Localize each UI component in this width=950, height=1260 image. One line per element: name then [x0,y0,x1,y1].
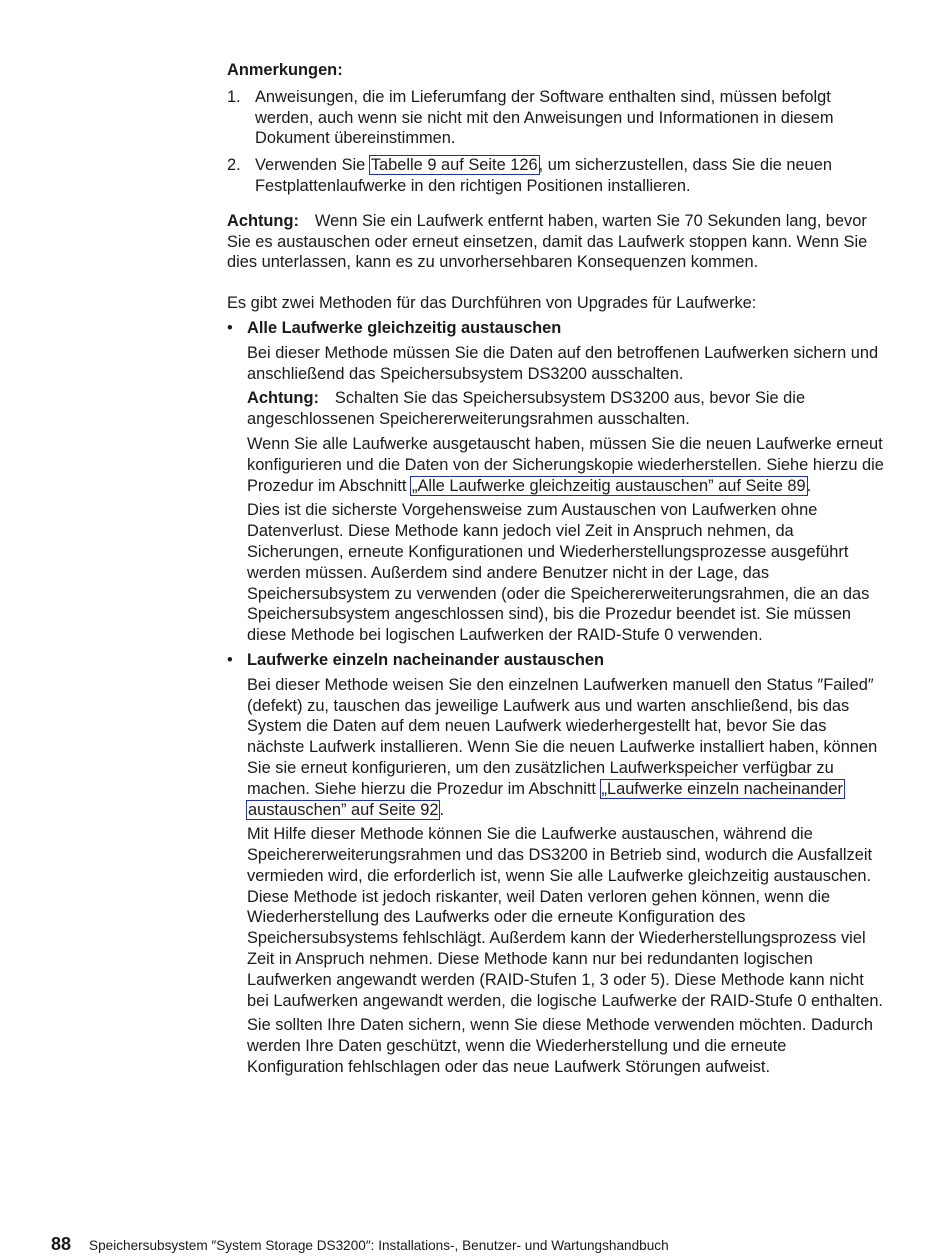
method-1-paragraph-1: Bei dieser Methode müssen Sie die Daten auf den betroffenen Laufwerken sichern und anschließend das Speichersubsystem DS3200 ausschalten. [247,343,879,383]
page-content [227,60,887,1082]
section-link-page-92[interactable]: „Laufwerke einzeln nacheinander austauschen” auf Seite 92 [248,779,843,819]
note-text-after-link: , um sicherzustellen, dass Sie die neuen Festplattenlaufwerke in den richtigen Positionen installieren. [255,156,832,195]
attention-text: Wenn Sie ein Laufwerk entfernt haben, warten Sie 70 Sekunden lang, bevor Sie es austauschen oder erneut einsetzen, damit das Laufwerk stoppen kann. Wenn Sie dies unterlassen, kann es zu unvorhersehbaren Konsequenzen kommen. [227,211,868,272]
table-9-link[interactable]: Tabelle 9 auf Seite 126 [370,156,538,175]
note-item-2 [227,155,887,197]
intro-paragraph: Es gibt zwei Methoden für das Durchführen von Upgrades für Laufwerke: [227,294,757,313]
note-text: Anweisungen, die im Lieferumfang der Software enthalten sind, müssen befolgt werden, auch wenn sie nicht mit den Anweisungen und Informationen in diesem Dokument übereinstimmen. [255,87,834,148]
method-2-title: Laufwerke einzeln nacheinander austauschen [247,650,605,669]
bullet: • [227,318,233,337]
attention-label: Achtung: [247,389,319,408]
notes-heading: Anmerkungen: [227,61,343,79]
method-2-paragraph-1 [247,675,887,821]
page-number: 88 [51,1234,72,1254]
paragraph-text-before-link: Wenn Sie alle Laufwerke ausgetauscht haben, müssen Sie die neuen Laufwerke erneut konfigurieren und die Daten von der Sicherungskopie wiederherstellen. Siehe hierzu die Prozedur im Abschnitt [247,434,884,495]
attention-text: Schalten Sie das Speichersubsystem DS3200 aus, bevor Sie die angeschlossenen Speichererweiterungsrahmen ausschalten. [247,389,806,429]
bullet: • [227,650,233,669]
note-item-1 [227,87,887,149]
method-2-paragraph-2: Mit Hilfe dieser Methode können Sie die Laufwerke austauschen, während die Speichererweiterungsrahmen und das DS3200 in Betrieb sind, wodurch die Ausfallzeit vermieden wird, die erforderlich ist, wenn Sie alle Laufwerke gleichzeitig austauschen. Diese Methode ist jedoch riskanter, weil Daten verloren gehen können, wenn die Wiederherstellung des Laufwerks oder die erneute Konfiguration des Speichersubsystems fehlschlägt. Außerdem kann der Wiederherstellungsprozess viel Zeit in Anspruch nehmen. Diese Methode kann nur bei redundanten logischen Laufwerken angewandt werden (RAID-Stufen 1, 3 oder 5). Diese Methode kann nicht bei Laufwerken angewandt werden, die logische Laufwerke der RAID-Stufe 0 enthalten. [247,825,883,1010]
method-1-paragraph-4: Dies ist die sicherste Vorgehensweise zum Austauschen von Laufwerken ohne Datenverlust. Diese Methode kann jedoch viel Zeit in Anspruch nehmen, da Sicherungen, erneute Konfigurationen und Wiederherstellungsprozesse ausgeführt werden müssen. Außerdem sind andere Benutzer nicht in der Lage, das Speichersubsystem zu verwenden (oder die Speichererweiterungsrahmen, die an das Speichersubsystem angeschlossen sind), bis die Prozedur beendet ist. Sie müssen diese Methode bei logischen Laufwerken der RAID-Stufe 0 verwenden. [247,501,870,645]
method-1-attention [247,388,887,430]
methods-list [227,318,887,1078]
page-footer [51,1234,931,1257]
method-2-paragraph-3: Sie sollten Ihre Daten sichern, wenn Sie diese Methode verwenden möchten. Dadurch werden Ihre Daten geschützt, wenn die Wiederherstellung und die erneute Konfiguration fehlschlagen oder das neue Laufwerk Störungen aufweist. [247,1016,873,1077]
notes-list [227,87,887,197]
footer-title: Speichersubsystem ″System Storage DS3200″: Installations-, Benutzer- und Wartungshandbuch [89,1238,669,1253]
paragraph-text-after-link: . [806,476,812,495]
method-1-title: Alle Laufwerke gleichzeitig austauschen [247,318,562,337]
attention-label: Achtung: [227,211,299,230]
paragraph-text-after-link: . [439,800,445,819]
note-number: 1. [227,87,241,106]
attention-paragraph [227,211,887,273]
note-number: 2. [227,156,241,175]
method-item-2 [227,650,887,1078]
note-text-before-link: Verwenden Sie [255,156,370,175]
section-link-page-89[interactable]: „Alle Laufwerke gleichzeitig austauschen” auf Seite 89 [411,476,806,495]
method-1-paragraph-3 [247,434,887,496]
method-item-1 [227,318,887,646]
paragraph-text-before-link: Bei dieser Methode weisen Sie den einzelnen Laufwerken manuell den Status ″Failed″ (defekt) zu, tauschen das jeweilige Laufwerk aus und warten anschließend, bis das System die Daten auf dem neuen Laufwerk wiederhergestellt hat, bevor Sie das nächste Laufwerk installieren. Wenn Sie die neuen Laufwerke installiert haben, können Sie sie erneut konfigurieren, um den zusätzlichen Laufwerkspeicher verfügbar zu machen. Siehe hierzu die Prozedur im Abschnitt [247,675,878,798]
